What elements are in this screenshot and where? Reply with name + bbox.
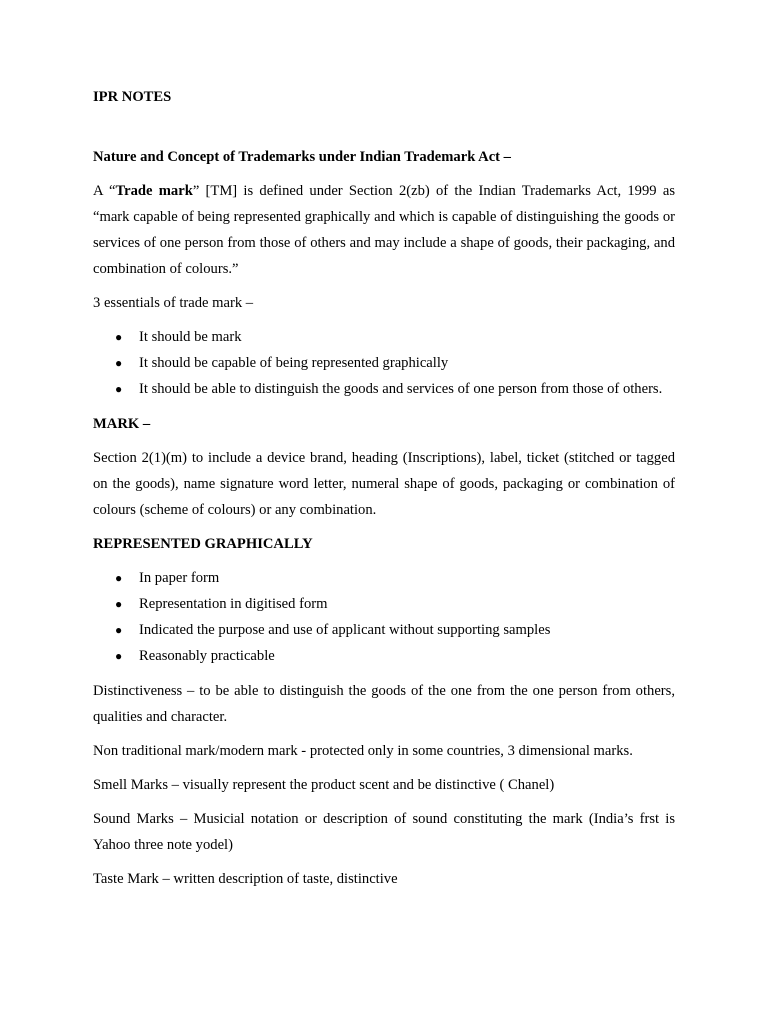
bullet-icon: ●	[115, 382, 123, 396]
doc-title: IPR NOTES	[93, 89, 172, 105]
bullet-icon: ●	[115, 623, 123, 637]
list-item-text: In paper form	[139, 570, 220, 586]
list-item	[93, 376, 675, 402]
list-item	[93, 324, 675, 350]
graphical-list	[93, 565, 675, 669]
bullet-icon: ●	[115, 571, 123, 585]
list-item-text: It should be mark	[139, 329, 242, 345]
essentials-intro: 3 essentials of trade mark –	[93, 295, 254, 311]
document-page	[93, 84, 675, 892]
tm-def-term: Trade mark	[115, 183, 193, 199]
mark-definition: Section 2(1)(m) to include a device brand, heading (Inscriptions), label, ticket (stitched or tagged on the goods), name signature word letter, numeral shape of goods, packaging or combination of colours (scheme of colours) or any combination.	[93, 450, 675, 518]
section-heading-mark: MARK –	[93, 416, 151, 432]
bullet-icon: ●	[115, 330, 123, 344]
bullet-icon: ●	[115, 597, 123, 611]
list-item-text: It should be able to distinguish the goods and services of one person from those of others.	[139, 381, 663, 397]
list-item	[93, 643, 675, 669]
list-item-text: Indicated the purpose and use of applicant without supporting samples	[139, 622, 551, 638]
list-item-text: Representation in digitised form	[139, 596, 328, 612]
list-item	[93, 591, 675, 617]
non-traditional-paragraph: Non traditional mark/modern mark - protected only in some countries, 3 dimensional marks.	[93, 743, 633, 759]
essentials-list	[93, 324, 675, 402]
list-item	[93, 565, 675, 591]
taste-mark-paragraph: Taste Mark – written description of taste, distinctive	[93, 871, 398, 887]
bullet-icon: ●	[115, 649, 123, 663]
list-item	[93, 617, 675, 643]
list-item-text: Reasonably practicable	[139, 648, 275, 664]
sound-marks-paragraph: Sound Marks – Musicial notation or description of sound constituting the mark (India’s frst is Yahoo three note yodel)	[93, 811, 675, 853]
trademark-definition	[93, 178, 675, 282]
section-heading-nature: Nature and Concept of Trademarks under Indian Trademark Act –	[93, 149, 511, 165]
tm-def-prefix: A “	[93, 183, 116, 199]
list-item-text: It should be capable of being represented graphically	[139, 355, 449, 371]
tm-def-rest: ” [TM] is defined under Section 2(zb) of the Indian Trademarks Act, 1999 as “mark capable of being represented graphically and which is capable of distinguishing the goods or services of one person from those of others and may include a shape of goods, their packaging, and combination of colours.”	[93, 183, 675, 277]
smell-marks-paragraph: Smell Marks – visually represent the product scent and be distinctive ( Chanel)	[93, 777, 555, 793]
section-heading-represented-graphically: REPRESENTED GRAPHICALLY	[93, 536, 313, 552]
bullet-icon: ●	[115, 356, 123, 370]
list-item	[93, 350, 675, 376]
distinctiveness-paragraph: Distinctiveness – to be able to distinguish the goods of the one from the one person from others, qualities and character.	[93, 683, 675, 725]
